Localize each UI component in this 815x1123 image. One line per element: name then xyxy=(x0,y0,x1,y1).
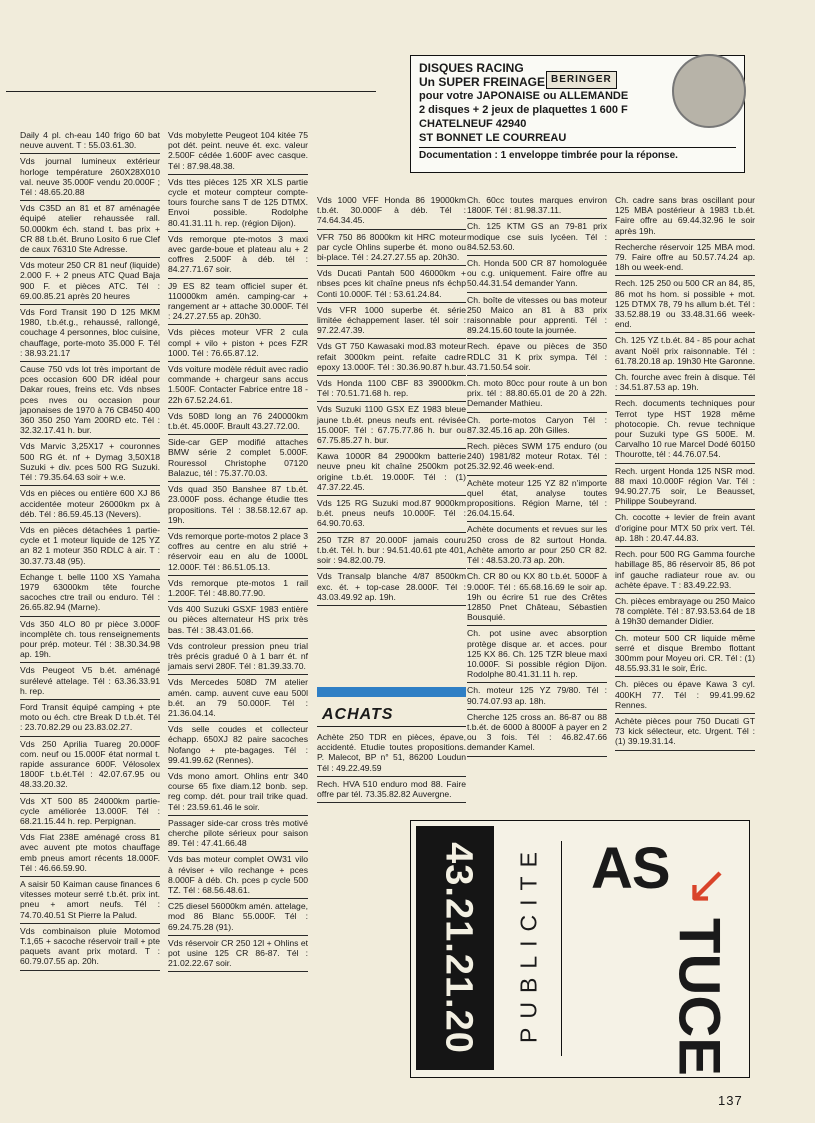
classified-ad: Vds en pièces ou entière 600 XJ 86 accidentée moteur 26000km px à déb. Tél : 86.59.45.13 (Nevers). xyxy=(20,486,160,523)
classified-ad: Cherche 125 cross an. 86-87 ou 88 t.b.ét. de 6000 à 8000F à payer en 2 ou 3 fois. Tél : 46.82.47.66 demander Kamel. xyxy=(467,710,607,757)
classified-ad: Vds journal lumineux extérieur horloge température 260X28X010 val. neuve 35.000F vendu 20.000F ; Tél : 48.65.20.88 xyxy=(20,154,160,201)
classified-ad: Vds bas moteur complet OW31 vilo à réviser + vilo rechange + pces 8.000F à déb. Ch. pces p cycle 500 TZ. Tél : 68.56.48.61. xyxy=(168,852,308,899)
classified-ad: Vds remorque pte-motos 1 rail 1.200F. Tél : 48.80.77.90. xyxy=(168,576,308,602)
ad-tuce: TUCE xyxy=(666,918,732,1076)
classified-ad: Side-car GEP modifié attaches BMW série 2 complet 5.000F. Rouressol Christophe 07120 Balazuc, tél : 75.37.70.03. xyxy=(168,435,308,482)
classified-ad: Achète pièces pour 750 Ducati GT 73 kick sélecteur, etc. Urgent. Tél : (1) 39.19.31.14. xyxy=(615,714,755,751)
classified-ad: Achète 250 TDR en pièces, épave, accidenté. Etudie toutes propositions. P. Malecot, BP n° 51, 86200 Loudun Tél : 49.22.49.59 xyxy=(317,730,466,777)
achats-bar xyxy=(317,687,466,697)
classified-ad: Kawa 1000R 84 29000km batterie neuve pneu kit chaîne 2500km pot origine t.b.ét. 19.000F. Tél : (1) 47.37.22.45. xyxy=(317,449,466,496)
classified-ad: Vds pièces moteur VFR 2 cula compl + vilo + piston + pces FZR 1000. Tél : 76.65.87.12. xyxy=(168,325,308,362)
classified-ad: Vds Fiat 238E aménagé cross 81 avec auvent pte motos chauffage emb pneus amort récents 18.000F. Tél : 46.66.59.90. xyxy=(20,830,160,877)
classified-ad: VFR 750 86 8000km kit HRC moteur par cycle Ohlins superbe ét. mono ou bi-place. Tél : 24.27.27.55 ap. 20h30. xyxy=(317,230,466,267)
ad-as: AS xyxy=(591,836,670,901)
classified-ad: Vds moteur 250 CR 81 neuf (liquide) 2.000 F. + 2 pneus ATC Quad Baja 900 F. et pièces ATC. Tél : 69.00.85.21 après 20 heures xyxy=(20,258,160,305)
classified-ad: Rech. pour 500 RG Gamma fourche habillage 85, 86 réservoir 85, 86 pot inf gauche radiateur roue av. ou achète épave. T : 83.49.22.93. xyxy=(615,547,755,594)
classified-ad: Vds 350 4LO 80 pr pièce 3.000F incomplète ch. tous renseignements pour prép. moteur. Tél : 38.30.34.98 ap. 19h. xyxy=(20,617,160,664)
classified-ad: Ford Transit équipé camping + pte moto ou éch. ctre Break D t.b.ét. Tél : 23.70.82.29 ou 23.83.02.27. xyxy=(20,700,160,737)
classified-ad: 250 TZR 87 20.000F jamais couru t.b.ét. Tél. h. bur : 94.51.40.61 pte 401, soir : 94.82.00.79. xyxy=(317,533,466,570)
achats-rule xyxy=(317,726,466,727)
beringer-logo: BERINGER xyxy=(546,71,617,89)
publicite-astuce-ad xyxy=(410,820,750,1078)
classified-ad: Vds Transalp blanche 4/87 8500km exc. ét. + top-case 28.000F. Tél : 43.03.49.92 ap. 19h. xyxy=(317,569,466,606)
column-1 xyxy=(20,128,160,971)
classified-ad: Ch. 125 YZ t.b.ét. 84 - 85 pour achat avant Noël prix raisonnable. Tél : 61.78.20.18 ap. 19h30 Hte Garonne. xyxy=(615,333,755,370)
arrow-icon: ↙ xyxy=(685,856,729,914)
classified-ad: Daily 4 pl. ch-eau 140 frigo 60 bat neuve auvent. T : 55.03.61.30. xyxy=(20,128,160,154)
classified-ad: Vds en pièces détachées 1 partie-cycle et 1 moteur liquide de 125 YZ an 82 1 moteur 350 RDLC à air. T : 30.37.73.48 (95). xyxy=(20,523,160,570)
classified-ad: Echange t. belle 1100 XS Yamaha 1979 63000km tête fourche sacoches ctre trail ou enduro. Tél : 26.65.82.94 (Marne). xyxy=(20,570,160,617)
classified-ad: Achète moteur 125 YZ 82 n'importe quel état, analyse toutes propositions. Région Marne, tél : 26.04.15.64. xyxy=(467,476,607,523)
classified-ad: Vds Marvic 3,25X17 + couronnes 500 RG ét. nf + Dymag 3,50X18 Suzuki + div. pces 500 RG Suzuki. Tél : 79.35.64.63 soir + w.e. xyxy=(20,439,160,486)
ad-line-3: pour votre JAPONAISE ou ALLEMANDE xyxy=(419,90,629,102)
classified-ad: Vds 400 Suzuki GSXF 1983 entière ou pièces alternateur HS prix très bas. Tél : 38.43.01.66. xyxy=(168,602,308,639)
classified-ad: Ch. cocotte + levier de frein avant d'origine pour MTX 50 prix vert. Tél. ap. 18h : 20.47.44.83. xyxy=(615,510,755,547)
classified-ad: Vds controleur pression pneu trial très précis gradué 0 à 1 barr ét. nf jamais servi 280F. Tél : 81.39.33.70. xyxy=(168,639,308,676)
classified-ad: Vds mobylette Peugeot 104 kitée 75 pot dét. peint. neuve ét. exc. valeur 2.500F cédée 1.600F avec casque. Tél : 87.98.48.38. xyxy=(168,128,308,175)
classified-ad: Vds XT 500 85 24000km partie-cycle améliorée 13.000F. Tél : 68.21.15.44 h. rep. Perpignan. xyxy=(20,794,160,831)
ad-line-7: Documentation : 1 enveloppe timbrée pour la réponse. xyxy=(419,147,736,163)
classified-ad: Ch. moteur 125 YZ 79/80. Tél : 90.74.07.93 ap. 18h. xyxy=(467,683,607,709)
classified-ad: Ch. pièces embrayage ou 250 Maico 78 complète. Tél : 87.93.53.64 de 18 à 19h30 demander Didier. xyxy=(615,594,755,631)
ad-line-6: ST BONNET LE COURREAU xyxy=(419,132,567,144)
classified-ad: Vds remorque pte-motos 3 maxi avec garde-boue et plateau alu + 2 coffres 2.500F à déb. tél : 84.27.71.67 soir. xyxy=(168,232,308,279)
classified-ad: Vds 250 Aprilia Tuareg 20.000F com. neuf ou 15.000F état normal t. rapide assurance 600F. Vélosolex 1800F t.b.ét.Tél : 42.07.67.95 ou 48.33.20.32. xyxy=(20,737,160,794)
classified-ad: Ch. CR 80 ou KX 80 t.b.ét. 5000F à 9.000F. Tél : 65.68.16.69 le soir ap. 19h ou écrire 51 rue des Crêtes 12850 Pnet Château, Sébastien Bousquié. xyxy=(467,569,607,626)
classified-ad: Ch. pot usine avec absorption protège disque ar. et acces. pour 125 KX 86. Ch. 125 TZR bleue maxi 10.000F. Si possible région Dijon. Rodolphe 80.41.31.11 h. rep. xyxy=(467,626,607,683)
classified-ad: Ch. 125 KTM GS an 79-81 prix modique cse suis lycéen. Tél : 84.52.53.60. xyxy=(467,219,607,256)
classified-ad: Ch. moteur 500 CR liquide même serré et disque Brembo flottant 300mm pour Moyeu ori. CR. Tél : (1) 48.55.93.31 le soir, Éric. xyxy=(615,631,755,678)
classified-ad: Passager side-car cross très motivé cherche pilote sérieux pour saison 89. Tél : 47.41.66.48 xyxy=(168,816,308,853)
classified-ad: Vds réservoir CR 250 12l + Ohlins et pot usine 125 CR 86-87. Tél : 21.02.22.67 soir. xyxy=(168,936,308,973)
classified-ad: Vds Honda 1100 CBF 83 39000km. Tél : 70.51.71.68 h. rep. xyxy=(317,376,466,402)
classified-ad: Rech. HVA 510 enduro mod 88. Faire offre par tél. 73.35.82.82 Auvergne. xyxy=(317,777,466,803)
column-5 xyxy=(615,193,755,751)
ad-line-2: Un SUPER FREINAGE xyxy=(419,75,546,89)
column-2 xyxy=(168,128,308,972)
ad-line-1: DISQUES RACING xyxy=(419,61,524,75)
classified-ad: Vds Ducati Pantah 500 46000km + nbses pces kit chaîne pneus nfs échp Conti 10.000F. Tél : 53.61.24.84. xyxy=(317,266,466,303)
classified-ad: Rech. 125 250 ou 500 CR an 84, 85, 86 mot hs hom. si possible + mot. 125 DTMX 78, 79 hs allum b.ét. Tél : 33.52.88.19 ou 33.48.31.66 week-end. xyxy=(615,276,755,333)
classified-ad: Vds 508D long an 76 240000km t.b.ét. 45.000F. Brault 43.27.72.00. xyxy=(168,409,308,435)
classified-ad: Ch. fourche avec frein à disque. Tél : 34.51.87.53 ap. 19h. xyxy=(615,370,755,396)
ad-publicite: PUBLICITE xyxy=(515,843,542,1043)
column-3-achats xyxy=(317,730,466,803)
classified-ad: Recherche réservoir 125 MBA mod. 79. Faire offre au 50.57.74.24 ap. 18h ou week-end. xyxy=(615,240,755,277)
ad-line-5: CHATELNEUF 42940 xyxy=(419,118,527,130)
classified-ad: Ch. Honda 500 CR 87 homologuée ou c.g. uniquement. Faire offre au 50.44.31.54 demander Yann. xyxy=(467,256,607,293)
achats-heading: ACHATS xyxy=(322,706,394,723)
classified-ad: Ch. pièces ou épave Kawa 3 cyl. 400KH 77. Tél : 99.41.99.62 Rennes. xyxy=(615,677,755,714)
page-number: 137 xyxy=(718,1093,743,1108)
column-3 xyxy=(317,193,466,606)
classified-ad: J9 ES 82 team officiel super ét. 110000km amén. camping-car + rangement ar + attache 30.000F. Tél : 24.27.27.55 ap. 20h30. xyxy=(168,279,308,326)
classified-ad: Vds mono amort. Ohlins entr 340 course 65 fixe diam.12 bonb. sep. reg comp. dét. pour trail trike quad. Tél : 23.59.61.46 le soir. xyxy=(168,769,308,816)
classified-ad: Rech. documents techniques pour Terrot type HST 1928 même photocopie. Ch. revue technique pour Suzuki type GS 500E. M. Carvalho 10 rue Marcel Dodé 60150 Thourotte, tél : 44.76.07.54. xyxy=(615,396,755,463)
classified-ad: Vds selle coudes et collecteur échapp. 650XJ 82 paire sacoches Nofango + pte-bagages. Tél : 99.41.99.62 (Rennes). xyxy=(168,722,308,769)
classified-ad: Vds 125 RG Suzuki mod.87 9000km b.ét. pneus neufs 10.000F. Tél : 64.90.70.63. xyxy=(317,496,466,533)
classified-ad: Vds remorque porte-motos 2 place 3 coffres au centre en alu strié + réservoir eau en alu de 1000L 12.000F. Tél : 86.51.05.13. xyxy=(168,529,308,576)
classified-ad: Vds 1000 VFF Honda 86 19000km t.b.ét. 30.000F à déb. Tél : 74.64.34.45. xyxy=(317,193,466,230)
classified-ad: Vds Peugeot V5 b.ét. aménagé surélevé attelage. Tél : 63.36.33.91 h. rep. xyxy=(20,663,160,700)
classified-ad: Rech. urgent Honda 125 NSR mod. 88 maxi 10.000F région Var. Tél : 94.90.27.75 soir, Le Beausset, Philippe Soubeyrand. xyxy=(615,464,755,511)
classified-ad: Rech. épave ou pièces de 350 RDLC 31 K prix sympa. Tél : 43.71.50.54 soir. xyxy=(467,339,607,376)
classified-ad: C25 diesel 56000km amén. attelage, mod 86 Blanc 55.000F. Tél : 69.24.75.28 (91). xyxy=(168,899,308,936)
column-4 xyxy=(467,193,607,757)
classified-ad: Vds VFR 1000 superbe ét. série limitée échappement laser. tél soir : 97.22.47.39. xyxy=(317,303,466,340)
ad-phone-number: 43.21.21.20 xyxy=(437,842,480,1054)
classified-ad: Vds voiture modèle réduit avec radio commande + chargeur sans accus 1.500F. Contacter Fabrice entre 18 - 22h 67.52.24.61. xyxy=(168,362,308,409)
classified-ad: Achète documents et revues sur les 250 cross de 82 surtout Honda. Achète amorto ar pour 250 CR 82. Tél : 48.53.20.73 ap. 20h. xyxy=(467,522,607,569)
classified-ad: Vds Mercedes 508D 7M atelier amén. camp. auvent cuve eau 500l b.ét. an 79 50.000F. Tél : 21.36.04.14. xyxy=(168,675,308,722)
disques-racing-ad xyxy=(410,55,745,173)
ad-line-4: 2 disques + 2 jeux de plaquettes 1 600 F xyxy=(419,104,628,116)
classified-ad: Vds Suzuki 1100 GSX EZ 1983 bleue jaune t.b.ét. pneus neufs ent. révisée 15.000F. Tél : 67.75.77.86 h. bur ou 67.75.85.27 h. bur. xyxy=(317,402,466,449)
classified-ad: Ch. cadre sans bras oscillant pour 125 MBA postérieur à 1983 t.b.ét. Faire offre au 69.44.32.96 le soir après 19h. xyxy=(615,193,755,240)
ad-divider xyxy=(561,841,562,1056)
classified-ad: Ch. porte-motos Caryon Tél : 87.32.45.16 ap. 20h Gilles. xyxy=(467,413,607,439)
classified-ad: Cause 750 vds lot très important de pces occasion 600 DR idéal pour Dakar roues, freins etc. Vds nbses pces nves ou occasion pour japonaises de 1970 à 76 CB450 400 360 350 250 Yam 200RD etc. Tél : 32.32.17.41 h. bur. xyxy=(20,362,160,439)
phone-box xyxy=(416,826,494,1070)
classified-ad: A saisir 50 Kaiman cause finances 6 vitesses moteur serré t.b.ét. prix int. pneu + amort neufs. Tél : 74.70.40.51 St Pierre la Palud. xyxy=(20,877,160,924)
classified-ad: Ch. boîte de vitesses ou bas moteur 250 Maico an 81 à 83 prix raisonnable pour apprenti. Tél : 89.24.15.60 toute la journée. xyxy=(467,293,607,340)
classified-ad: Ch. 60cc toutes marques environ 1800F. Tél : 81.98.37.11. xyxy=(467,193,607,219)
classified-ad: Vds ttes pièces 125 XR XLS partie cycle et moteur compteur compte-tours fourche sans T de 125 DTMX. Envoi possible. Rodolphe 80.41.31.11 h. rep. (région Dijon). xyxy=(168,175,308,232)
classified-ad: Vds GT 750 Kawasaki mod.83 moteur refait 3000km peint. refaite cadre epoxy 13.000F. Tél : 30.36.90.87 h.bur. xyxy=(317,339,466,376)
brake-disc-icon xyxy=(672,54,746,128)
classified-ad: Vds combinaison pluie Motomod T.1,65 + sacoche réservoir trail + pte paquets avant prix motard. T : 60.79.07.55 ap. 20h. xyxy=(20,924,160,971)
top-rule xyxy=(6,91,376,92)
classified-ad: Vds Ford Transit 190 D 125 MKM 1980, t.b.ét.g., rehaussé, rallongé, couchage 4 personnes, bloc cuisine, chauffage, porte-moto 35.000 F. Tél : 38.93.21.17 xyxy=(20,305,160,362)
classified-ad: Ch. moto 80cc pour route à un bon prix. tél : 88.80.65.01 de 20 à 22h. Demander Mathieu. xyxy=(467,376,607,413)
classified-ad: Vds C35D an 81 et 87 aménagée équipé atelier rehaussée rall. 50.000km éch. stand t. bas prix + CR 88 t.b.ét. Bruno Losito 6 rue Clef de caux 76310 Ste Adresse. xyxy=(20,201,160,258)
classified-ad: Rech. pièces SWM 175 enduro (ou 240) 1981/82 moteur Rotax. Tél : 25.32.92.46 week-end. xyxy=(467,439,607,476)
classified-ad: Vds quad 350 Banshee 87 t.b.ét. 23.000F poss. échange étudie ttes propositions. Tél : 38.58.12.67 ap. 19h. xyxy=(168,482,308,529)
